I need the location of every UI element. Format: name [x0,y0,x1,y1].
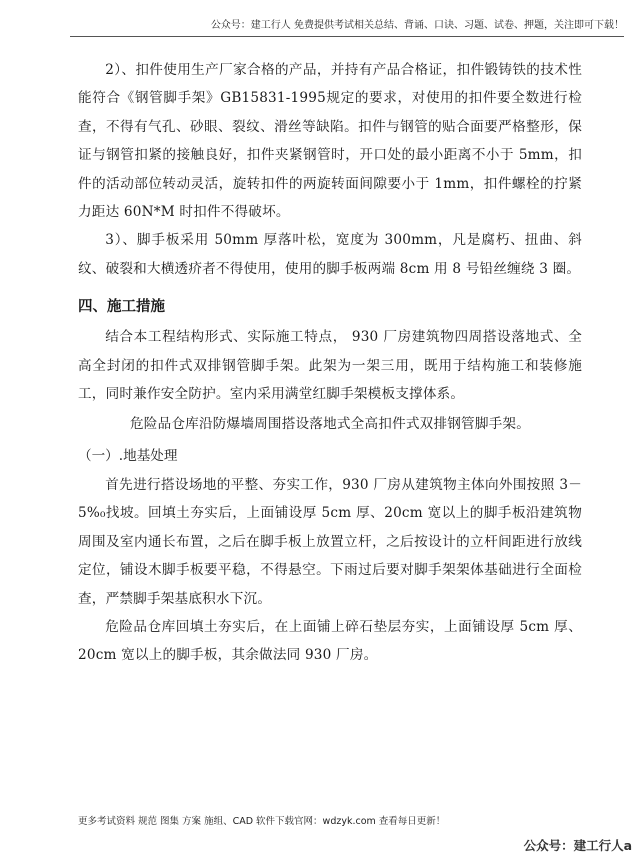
paragraph-scaffold-board: 3）、脚手板采用 50mm 厚落叶松，宽度为 300mm，凡是腐朽、扭曲、斜纹、破裂和大横透疥者不得使用，使用的脚手板两端 8cm 用 8 号铅丝缠绕 3 圈。 [78,232,582,277]
paragraph-construction-measures: 结合本工程结构形式、实际施工特点， 930 厂房建筑物四周搭设落地式、全高全封闭的扣件式双排钢管脚手架。此架为一架三用，既用于结构施工和装修施工，同时兼作安全防护。室内采用满堂红脚手架模板支撑体系。 [78,329,582,403]
subsection-heading: （一）.地基处理 [78,447,178,464]
page-footer: 更多考试资料 规范 图集 方案 施组、CAD 软件下载官网：wdzyk.com 查看每日更新！ [78,816,446,827]
watermark-text: 公众号：建工行人a [523,838,632,853]
header-divider [70,36,624,37]
section-heading: 四、施工措施 [78,299,165,316]
page-header: 公众号：建工行人 免费提供考试相关总结、背诵、口诀、习题、试卷、押题，关注即可下载！ [210,20,624,31]
paragraph-warehouse-backfill: 危险品仓库回填土夯实后，在上面铺上碎石垫层夯实，上面铺设厚 5cm 厚、20cm 宽以上的脚手板，其余做法同 930 厂房。 [78,618,582,664]
paragraph-fastener-requirements: 2）、扣件使用生产厂家合格的产品，并持有产品合格证，扣件锻铸铁的技术性能符合《钢管脚手架》GB15831-1995规定的要求，对使用的扣件要全数进行检查，不得有气孔、砂眼、裂纹、滑丝等缺陷。扣件与钢管的贴合面要严格整形，保证与钢管扣紧的接触良好，扣件夹紧钢管时，开口处的最小距离不小于 5mm，扣件的活动部位转动灵活，旋转扣件的两旋转面间隙要小于 1mm，扣件螺栓的拧紧力距达 60N*M 时扣件不得破坏。 [78,62,582,221]
paragraph-foundation-treatment: 首先进行搭设场地的平整、夯实工作，930 厂房从建筑物主体向外围按照 3－5%₀找坡。回填土夯实后，上面铺设厚 5cm 厚、20cm 宽以上的脚手板沿建筑物周围及室内通长布置，之后在脚手板上放置立杆，之后按设计的立杆间距进行放线定位，铺设木脚手板要平稳，不得悬空。下雨过后要对脚手架架体基础进行全面检查，严禁脚手架基底积水下沉。 [78,476,582,607]
document-body [78,56,582,670]
paragraph-warehouse-scaffold: 危险品仓库沿防爆墙周围搭设落地式全高扣件式双排钢管脚手架。 [129,416,531,433]
